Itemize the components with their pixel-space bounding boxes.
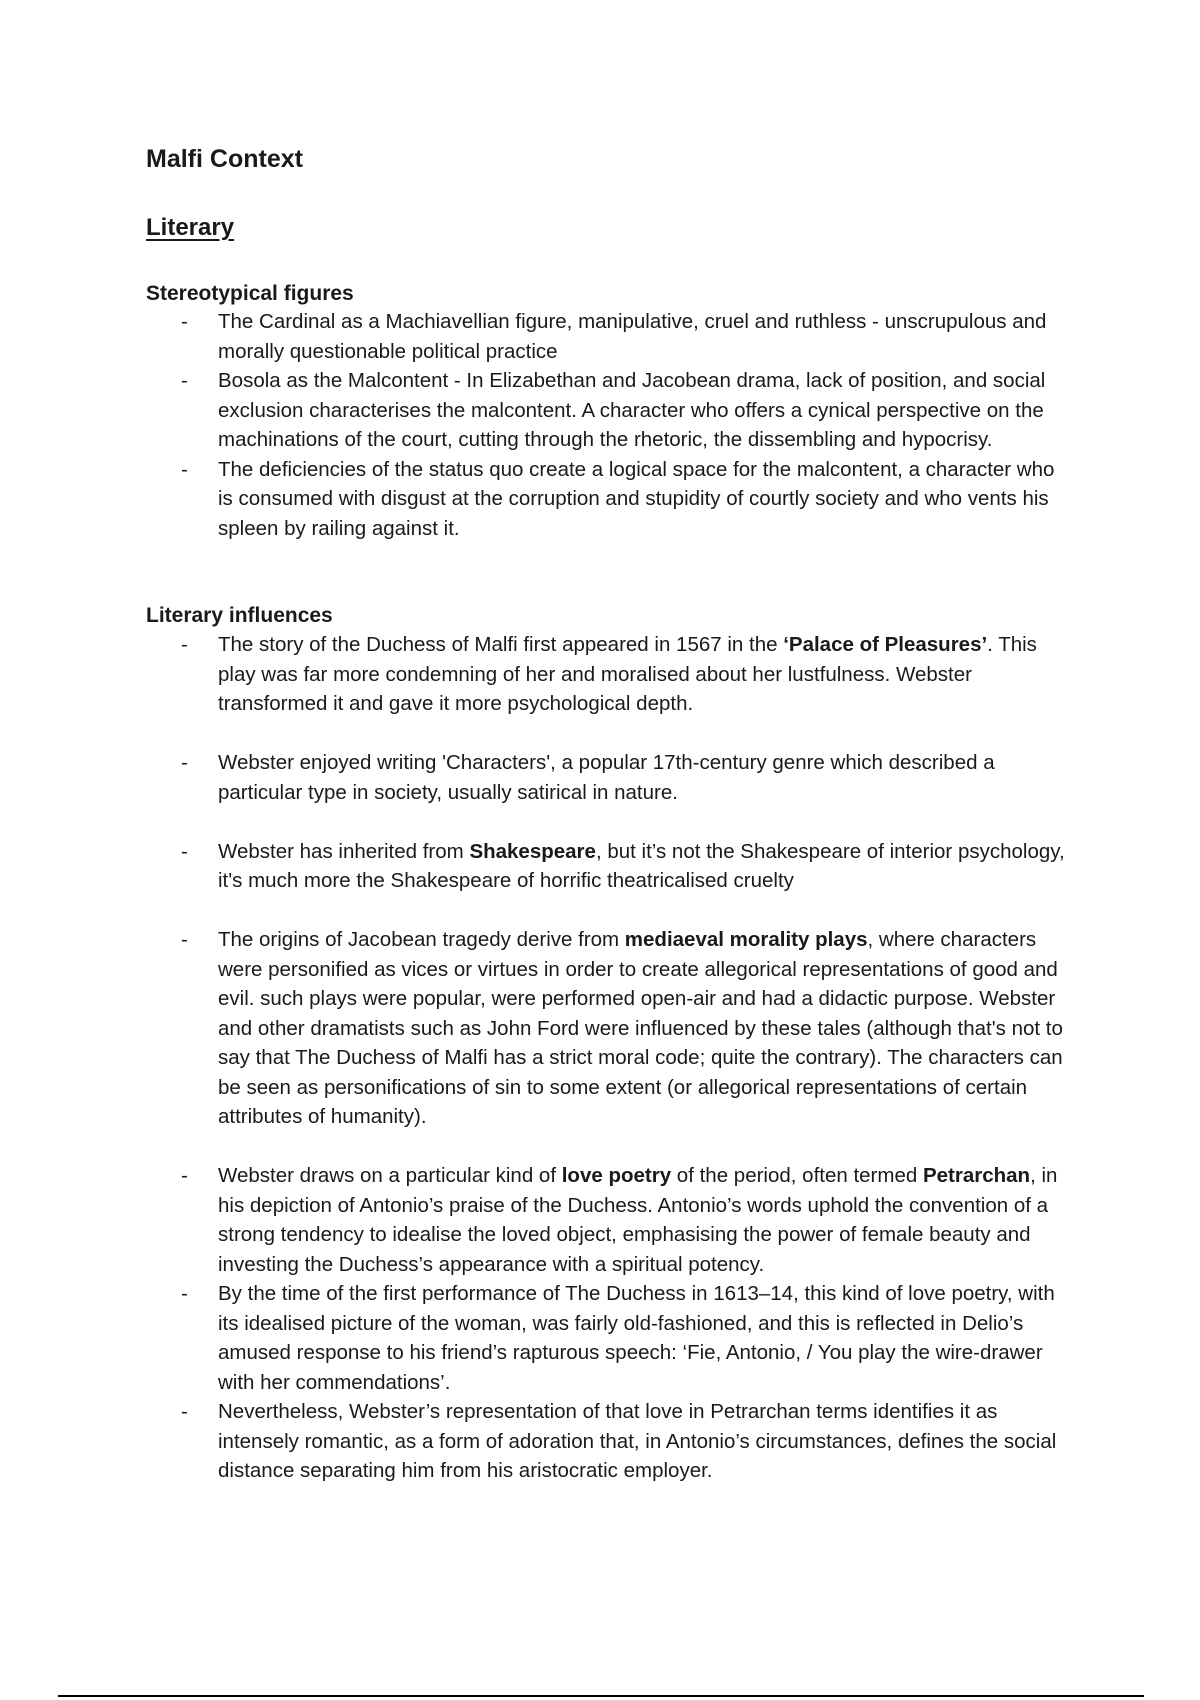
- list-item: - The Cardinal as a Machiavellian figure, manipulative, cruel and ruthless - unscrupulous and morally questionable political practice: [146, 307, 1066, 366]
- list-item-text: . This play was far more condemning of her and moralised about her lustfulness. Webster transformed it and gave it more psychological depth.: [218, 633, 1037, 715]
- list-item: [146, 1161, 1066, 1279]
- list-item-text: , where characters were personified as vices or virtues in order to create allegorical representations of good and evil. such plays were popular, were performed open-air and had a didactic purpose. Webster and other dramatists such as John Ford were influenced by these tales (although that's not to say that The Duchess of Malfi has a strict moral code; quite the contrary). The characters can be seen as personifications of sin to some extent (or allegorical representations of certain attributes of humanity).: [218, 928, 1063, 1128]
- list-item-text: Webster has inherited from: [218, 839, 470, 863]
- list-item: [146, 630, 1066, 719]
- list-item-text: , but it’s not the Shakespeare of interior psychology, it's much more the Shakespeare of horrific theatricalised cruelty: [218, 839, 1065, 892]
- list-item: - Bosola as the Malcontent - In Elizabethan and Jacobean drama, lack of position, and social exclusion characterises the malcontent. A character who offers a cynical perspective on the machinations of the court, cutting through the rhetoric, the dissembling and hypocrisy.: [146, 366, 1066, 455]
- literary-influences-list: [146, 630, 1066, 1486]
- list-item-bold-text: Shakespeare: [469, 839, 596, 863]
- stereotypical-figures-list: [146, 307, 1066, 543]
- list-item-bold-text: love poetry: [561, 1164, 672, 1187]
- list-item-bold-text: mediaeval morality plays: [624, 928, 868, 951]
- subheading-stereotypical-figures: Stereotypical figures: [146, 282, 354, 305]
- list-item-bold-text: ‘Palace of Pleasures’: [783, 633, 988, 656]
- section-heading-literary: Literary: [146, 214, 235, 241]
- subheading-literary-influences: Literary influences: [146, 604, 333, 627]
- list-item: [146, 837, 1066, 896]
- list-item: - By the time of the first performance of The Duchess in 1613–14, this kind of love poetry, with its idealised picture of the woman, was fairly old-fashioned, and this is reflected in Delio’s amused response to his friend’s rapturous speech: ‘Fie, Antonio, / You play the wire-drawer with her commendations’.: [146, 1279, 1066, 1397]
- list-item: - The deficiencies of the status quo create a logical space for the malcontent, a character who is consumed with disgust at the corruption and stupidity of courtly society and who vents his spleen by railing against it.: [146, 455, 1066, 544]
- list-item: - Webster enjoyed writing 'Characters', a popular 17th-century genre which described a particular type in society, usually satirical in nature.: [146, 748, 1066, 807]
- list-item-text: The story of the Duchess of Malfi first appeared in 1567 in the: [218, 633, 784, 656]
- list-item: [146, 925, 1066, 1132]
- list-item-text: , in his depiction of Antonio’s praise of the Duchess. Antonio’s words uphold the convention of a strong tendency to idealise the loved object, emphasising the power of female beauty and investing the Duchess’s appearance with a spiritual potency.: [218, 1164, 1058, 1276]
- list-item-text: Webster draws on a particular kind of: [218, 1164, 562, 1187]
- list-item-bold-text: Petrarchan: [922, 1164, 1031, 1187]
- page-footer-divider: [58, 1695, 1144, 1697]
- page-title: Malfi Context: [146, 145, 303, 173]
- list-item-text: of the period, often termed: [671, 1164, 923, 1187]
- list-item-text: The origins of Jacobean tragedy derive from: [218, 928, 625, 951]
- list-item: - Nevertheless, Webster’s representation of that love in Petrarchan terms identifies it as intensely romantic, as a form of adoration that, in Antonio’s circumstances, defines the social distance separating him from his aristocratic employer.: [146, 1397, 1066, 1486]
